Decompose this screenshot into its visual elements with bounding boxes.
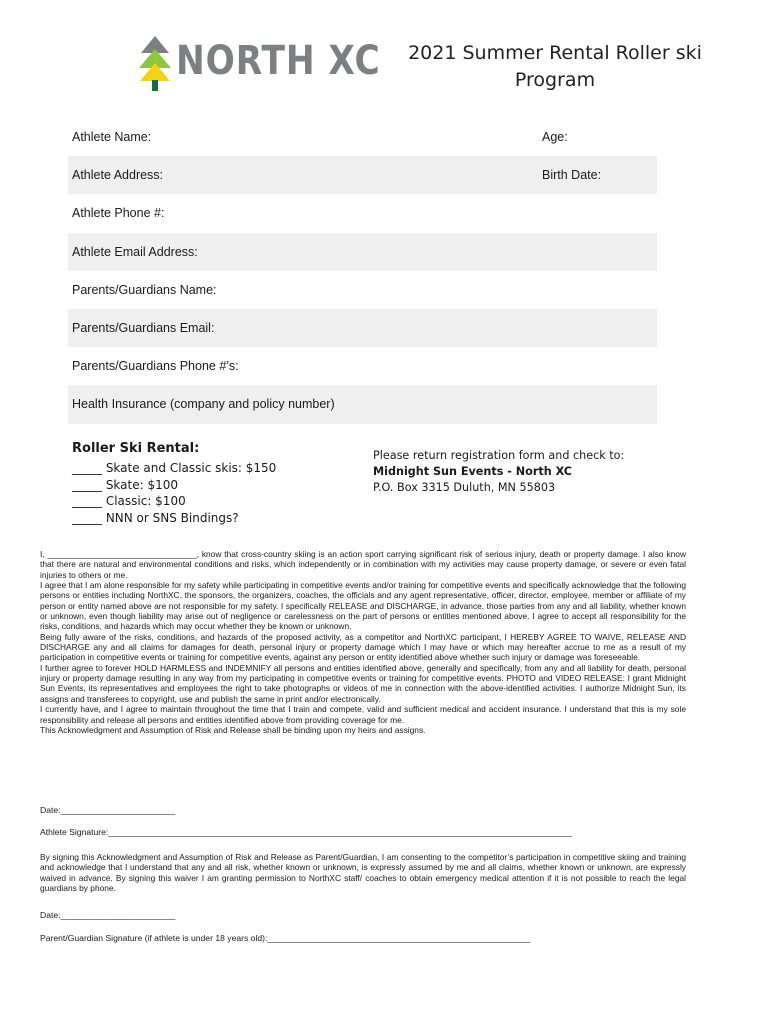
return-address: P.O. Box 3315 Duluth, MN 55803 xyxy=(373,481,556,494)
health-insurance-label: Health Insurance (company and policy number) xyxy=(72,397,335,412)
date-field-1[interactable]: Date:________________________ xyxy=(40,805,176,815)
return-organization: Midnight Sun Events - North XC xyxy=(373,465,573,478)
athlete-address-label: Athlete Address: xyxy=(72,168,164,183)
athlete-phone-label: Athlete Phone #: xyxy=(72,206,165,221)
rental-option-skate[interactable]: _____ Skate: $100 xyxy=(72,477,179,492)
title-line-1: 2021 Summer Rental Roller ski xyxy=(408,42,702,64)
waiver-paragraph: I currently have, and I agree to maintain throughout the time that I train and compete, valid and sufficient medical and accident insurance. I understand that this is my sole responsibility and release all persons and entities identified above from providing coverage for me. xyxy=(40,704,686,725)
date-field-2[interactable]: Date:________________________ xyxy=(40,910,176,920)
waiver-text xyxy=(40,549,686,735)
guardian-consent-paragraph: By signing this Acknowledgment and Assumption of Risk and Release as Parent/Guardian, I am consenting to the competitor’s participation in competitive skiing and training and acknowledge that I understand that any and all risk, whether known or unknown, is expressly assumed by me and all claims, whether known or unknown, are expressly waived in advance. By signing this waiver I am granting permission to NorthXC staff/ coaches to obtain emergency medical attention if it is not possible to reach the legal guardians by phone. xyxy=(40,852,686,894)
return-info xyxy=(373,448,624,496)
athlete-email-row[interactable] xyxy=(68,233,657,271)
guardian-signature-field[interactable]: Parent/Guardian Signature (if athlete is under 18 years old):_______________________________________________________ xyxy=(40,933,531,943)
rental-option-skate-classic[interactable]: _____ Skate and Classic skis: $150 xyxy=(72,461,277,475)
waiver-paragraph: I agree that I am alone responsible for my safety while participating in competitive events and/or training for competitive events and specifically acknowledge that the following persons or entities including NorthXC, the sponsors, the organizers, coaches, the officials and any agent representative, officer, director, employee, member or affiliate of my person or entity named above are not responsible for my safety. I specifically RELEASE and DISCHARGE, in advance, those parties from any and all liability, whether known or unknown, even though liability may arise out of negligence or carelessness on the part of persons or entities mentioned above. I agree to accept all responsibility for the risks, conditions, and hazards which may occur whether they be known or unknown. xyxy=(40,580,686,632)
guardian-name-row[interactable] xyxy=(68,271,657,309)
guardian-phone-row[interactable] xyxy=(68,347,657,385)
logo-wordmark: NORTH XC xyxy=(176,38,381,84)
waiver-paragraph: Being fully aware of the risks, conditions, and hazards of the proposed activity, as a competitor and NorthXC participant, I HEREBY AGREE TO WAIVE, RELEASE AND DISCHARGE any and all claims for damages for death, personal injury or property damage which I may have or which may hereafter accrue to me as a result of my participation in competitive events or training for competitive events, against any person or entity identified above whether such injury or damage was foreseeable. xyxy=(40,631,686,663)
birth-date-label: Birth Date: xyxy=(542,168,602,183)
athlete-phone-row[interactable] xyxy=(68,194,657,232)
roller-ski-rental xyxy=(72,441,276,526)
waiver-paragraph: I, ________________________________, know that cross-country skiing is an action sport carrying significant risk of serious injury, death or property damage. I also know that there are natural and environmental conditions and risks, which independently or in combination with my activities may cause property damage, or severe or even fatal injuries to others or me. xyxy=(40,549,686,580)
rental-title: Roller Ski Rental: xyxy=(72,441,200,456)
athlete-name-label: Athlete Name: xyxy=(72,130,152,144)
return-instruction: Please return registration form and check to: xyxy=(373,449,625,462)
guardian-email-row[interactable] xyxy=(68,309,657,347)
north-xc-logo xyxy=(138,36,381,92)
rental-option-bindings[interactable]: _____ NNN or SNS Bindings? xyxy=(72,510,239,525)
waiver-paragraph: This Acknowledgment and Assumption of Risk and Release shall be binding upon my heirs and assigns. xyxy=(40,724,426,735)
health-insurance-row[interactable] xyxy=(68,385,657,423)
guardian-phone-label: Parents/Guardians Phone #’s: xyxy=(72,359,239,374)
guardian-name-label: Parents/Guardians Name: xyxy=(72,282,217,297)
guardian-email-label: Parents/Guardians Email: xyxy=(72,320,215,335)
page-title xyxy=(390,40,720,94)
guardian-consent-text xyxy=(40,852,686,894)
rental-option-classic[interactable]: _____ Classic: $100 xyxy=(72,494,186,508)
tree-logo-icon xyxy=(138,36,172,92)
athlete-address-row[interactable] xyxy=(68,156,657,194)
registration-form xyxy=(68,118,657,424)
age-label: Age: xyxy=(542,130,568,144)
athlete-signature-field[interactable]: Athlete Signature:_________________________________________________________________________________________________ xyxy=(40,827,572,837)
waiver-paragraph: I further agree to forever HOLD HARMLESS and INDEMNIFY all persons and entities identified above, generally and specifically, from any and all liability for death, personal injury or property damage resulting in any way from my participating in competitive events or training for competitive events. PHOTO and VIDEO RELEASE: I grant Midnight Sun Events, its representatives and employees the right to take photographs or videos of me in connection with the above-identified activities. I authorize Midnight Sun, its assigns and transferees to copyright, use and publish the same in print and/or electronically. xyxy=(40,662,686,704)
athlete-email-label: Athlete Email Address: xyxy=(72,244,198,259)
athlete-name-row[interactable] xyxy=(68,118,657,156)
title-line-2: Program xyxy=(514,69,596,91)
